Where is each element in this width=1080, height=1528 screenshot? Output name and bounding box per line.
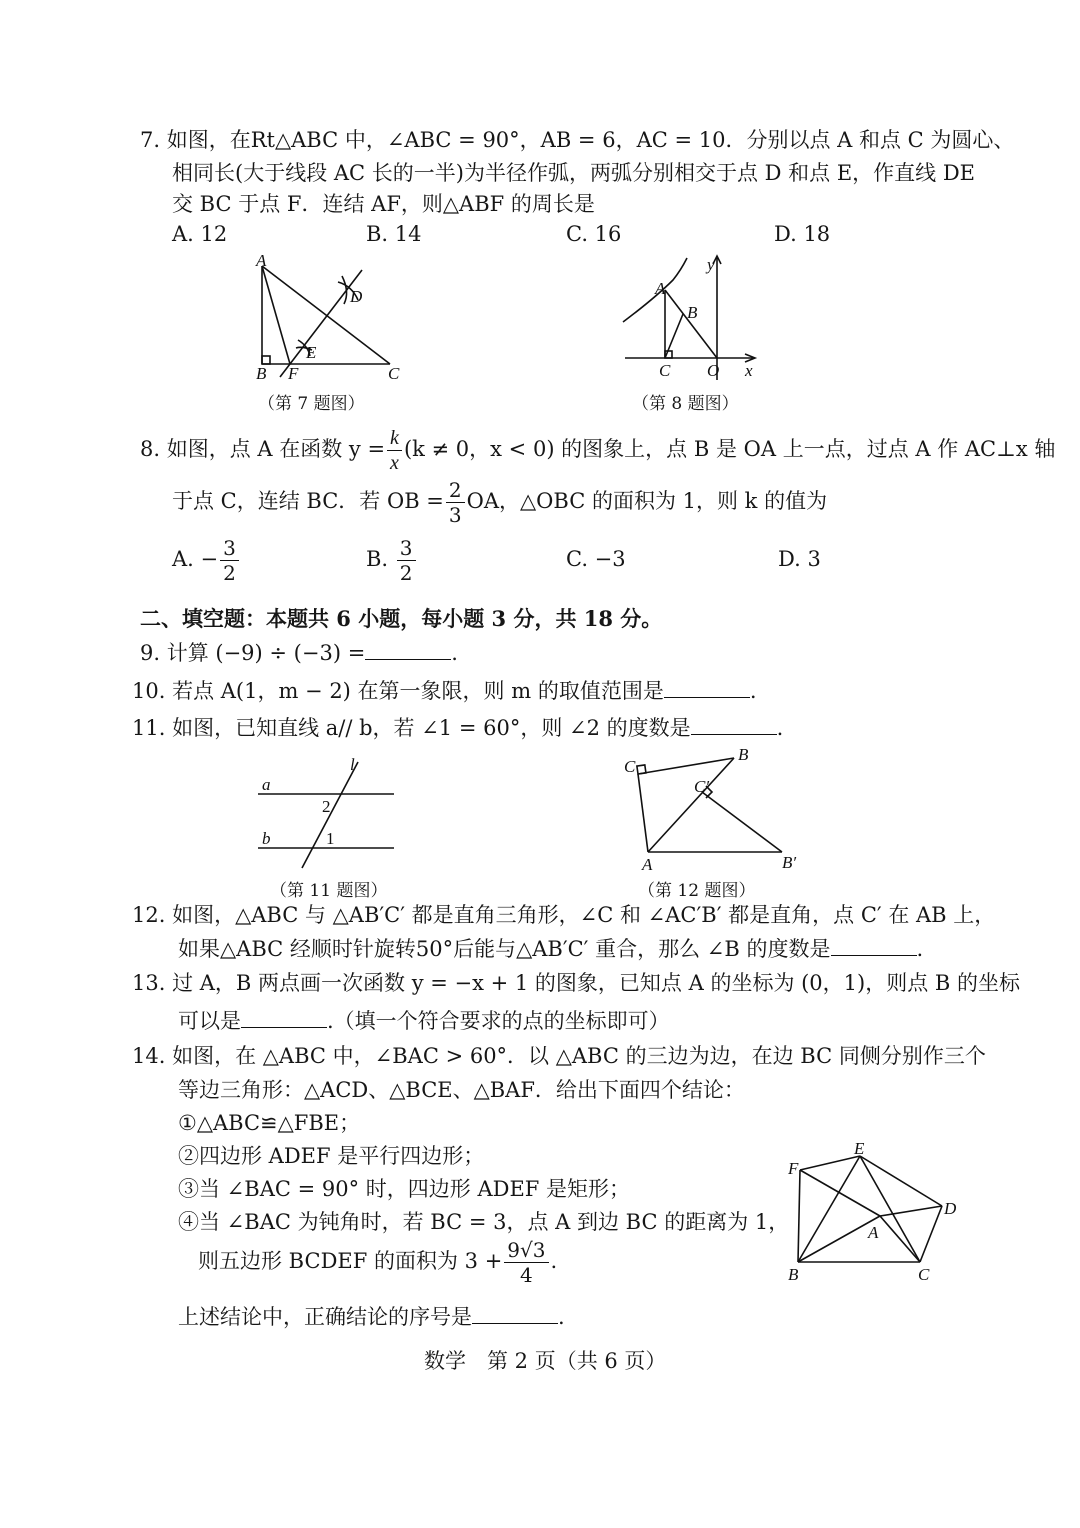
fig7-label-a: A bbox=[256, 252, 267, 270]
figure-8 bbox=[615, 252, 765, 387]
figure-11 bbox=[252, 752, 400, 870]
q12-line2 bbox=[178, 934, 923, 964]
q10-text: 10. 若点 A(1，m − 2) 在第一象限，则 m 的取值范围是 bbox=[132, 679, 664, 703]
q8-option-a-num: 3 bbox=[220, 536, 239, 561]
q8-option-c: C. −3 bbox=[566, 547, 626, 571]
q14-conclusion-1: ①△ABC≌△FBE； bbox=[178, 1111, 361, 1135]
q12-text: 如果△ABC 经顺时针旋转50°后能与△AB′C′ 重合，那么 ∠B 的度数是 bbox=[178, 937, 831, 961]
q14-final-text: 上述结论中，正确结论的序号是 bbox=[178, 1305, 472, 1329]
q14-conclusion-2: ②四边形 ADEF 是平行四边形； bbox=[178, 1144, 485, 1168]
q14-area-period: . bbox=[550, 1249, 558, 1273]
q8-line1-end: (k ≠ 0，x < 0) 的图象上，点 B 是 OA 上一点，过点 A 作 AC⊥x 轴 bbox=[403, 437, 1056, 461]
q14-conclusion-3: ③当 ∠BAC = 90° 时，四边形 ADEF 是矩形； bbox=[178, 1177, 631, 1201]
q14-area-fraction bbox=[504, 1238, 548, 1287]
q7-option-a: A. 12 bbox=[172, 222, 228, 246]
fig8-caption: （第 8 题图） bbox=[632, 394, 739, 414]
q11-line bbox=[132, 713, 783, 743]
fig8-label-x: x bbox=[745, 361, 753, 380]
q8-option-a-prefix: A. − bbox=[172, 547, 219, 571]
fig8-label-b: B bbox=[687, 303, 698, 322]
q8-option-a-den: 2 bbox=[223, 561, 236, 585]
q9-line bbox=[140, 638, 458, 668]
q7-line1: 7. 如图，在Rt△ABC 中，∠ABC = 90°，AB = 6，AC = 10．分别以点 A 和点 C 为圆心、 bbox=[140, 128, 1015, 152]
q8-line2-end: OA，△OBC 的面积为 1，则 k 的值为 bbox=[466, 489, 828, 513]
q14-final-line bbox=[178, 1302, 565, 1332]
q8-fraction-2-over-3 bbox=[446, 478, 465, 527]
fig12-label-b: B bbox=[738, 745, 749, 764]
fig7-label-e: E bbox=[306, 343, 317, 362]
figure-14 bbox=[780, 1138, 970, 1288]
q14-area-num: 9√3 bbox=[504, 1238, 548, 1263]
q8-frac1-den: x bbox=[390, 452, 399, 474]
q9-answer-blank[interactable] bbox=[365, 639, 451, 660]
fig14-label-c: C bbox=[918, 1265, 930, 1284]
q8-option-b-fraction bbox=[397, 536, 416, 585]
q8-option-b-prefix: B. bbox=[366, 547, 389, 571]
q11-answer-blank[interactable] bbox=[691, 714, 777, 735]
fig7-label-f: F bbox=[288, 364, 299, 383]
q8-option-a-fraction bbox=[220, 536, 239, 585]
fig11-label-l: l bbox=[350, 755, 355, 774]
q7-option-b: B. 14 bbox=[366, 222, 422, 246]
q8-frac2-num: 2 bbox=[446, 478, 465, 503]
q8-option-b bbox=[366, 534, 418, 585]
q14-line2: 等边三角形：△ACD、△BCE、△BAF．给出下面四个结论： bbox=[178, 1078, 745, 1102]
fig12-label-b-prime: B′ bbox=[782, 853, 797, 872]
q14-answer-blank[interactable] bbox=[472, 1303, 558, 1324]
q12-answer-blank[interactable] bbox=[831, 935, 917, 956]
fig12-caption: （第 12 题图） bbox=[638, 881, 756, 901]
q8-option-b-den: 2 bbox=[399, 561, 413, 585]
fig11-label-2: 2 bbox=[322, 797, 331, 816]
fig7-label-d: D bbox=[350, 287, 363, 306]
q13-text: 可以是 bbox=[178, 1009, 241, 1033]
fig14-label-b: B bbox=[788, 1265, 799, 1284]
q8-frac2-den: 3 bbox=[448, 503, 462, 527]
figure-12 bbox=[620, 742, 810, 874]
fig7-label-b: B bbox=[256, 364, 267, 383]
figure-7 bbox=[240, 252, 420, 387]
fig7-caption: （第 7 题图） bbox=[258, 394, 365, 414]
q8-frac1-num: k bbox=[387, 426, 402, 451]
q13-answer-blank[interactable] bbox=[241, 1007, 327, 1028]
fig12-label-c: C bbox=[624, 757, 636, 776]
fig11-caption: （第 11 题图） bbox=[270, 881, 388, 901]
q13-tail: .（填一个符合要求的点的坐标即可） bbox=[327, 1009, 670, 1033]
q8-line1-start: 8. 如图，点 A 在函数 y = bbox=[140, 437, 386, 461]
q14-area-den: 4 bbox=[520, 1263, 533, 1287]
q8-line2 bbox=[172, 476, 827, 527]
fig14-label-e: E bbox=[854, 1139, 865, 1158]
q11-period: . bbox=[776, 716, 784, 740]
fig11-label-a: a bbox=[262, 775, 271, 794]
q8-option-d: D. 3 bbox=[778, 547, 821, 571]
fig12-label-a: A bbox=[642, 855, 653, 874]
q14-area-text: 则五边形 BCDEF 的面积为 3 + bbox=[198, 1249, 503, 1273]
q7-option-c: C. 16 bbox=[566, 222, 622, 246]
fig14-label-d: D bbox=[944, 1199, 957, 1218]
fig8-label-o: O bbox=[707, 361, 720, 380]
section-2-heading: 二、填空题：本题共 6 小题，每小题 3 分，共 18 分。 bbox=[140, 606, 663, 631]
fig12-label-c-prime: C′ bbox=[694, 777, 710, 796]
fig8-label-c: C bbox=[659, 361, 671, 380]
q8-option-b-num: 3 bbox=[397, 536, 416, 561]
q13-line2 bbox=[178, 1006, 670, 1036]
q8-line1 bbox=[140, 424, 1055, 475]
fig14-label-f: F bbox=[788, 1159, 799, 1178]
q14-conclusion-4: ④当 ∠BAC 为钝角时，若 BC = 3，点 A 到边 BC 的距离为 1， bbox=[178, 1210, 790, 1234]
q9-text: 9. 计算 (−9) ÷ (−3) = bbox=[140, 641, 366, 665]
fig11-label-1: 1 bbox=[326, 829, 335, 848]
fig14-label-a: A bbox=[868, 1223, 879, 1242]
fig11-label-b: b bbox=[262, 829, 271, 848]
q13-line1: 13. 过 A，B 两点画一次函数 y = −x + 1 的图象，已知点 A 的坐标为 (0，1)，则点 B 的坐标 bbox=[132, 971, 1021, 995]
q12-line1: 12. 如图，△ABC 与 △AB′C′ 都是直角三角形，∠C 和 ∠AC′B′ 都是直角，点 C′ 在 AB 上， bbox=[132, 903, 996, 927]
page-footer: 数学 第 2 页（共 6 页） bbox=[424, 1349, 667, 1373]
q11-text: 11. 如图，已知直线 a// b，若 ∠1 = 60°，则 ∠2 的度数是 bbox=[132, 716, 691, 740]
q7-line3: 交 BC 于点 F．连结 AF，则△ABF 的周长是 bbox=[172, 192, 595, 216]
q7-option-d: D. 18 bbox=[774, 222, 831, 246]
q14-period: . bbox=[558, 1305, 565, 1329]
q10-line bbox=[132, 676, 757, 706]
q9-period: . bbox=[451, 641, 458, 665]
q14-line1: 14. 如图，在 △ABC 中，∠BAC > 60°．以 △ABC 的三边为边，在边 BC 同侧分别作三个 bbox=[132, 1044, 986, 1068]
fig8-label-y: y bbox=[707, 255, 715, 274]
q8-line2-start: 于点 C，连结 BC．若 OB = bbox=[172, 489, 444, 513]
fig8-label-a: A bbox=[655, 279, 666, 298]
q7-line2: 相同长(大于线段 AC 长的一半)为半径作弧，两弧分别相交于点 D 和点 E，作直线 DE bbox=[172, 161, 976, 185]
q8-fraction-k-over-x bbox=[387, 426, 402, 475]
q10-period: . bbox=[749, 679, 757, 703]
q10-answer-blank[interactable] bbox=[664, 677, 750, 698]
q8-option-a bbox=[172, 534, 241, 585]
q12-period: . bbox=[916, 937, 924, 961]
q14-conclusion-4-cont bbox=[198, 1236, 557, 1287]
fig7-label-c: C bbox=[388, 364, 400, 383]
